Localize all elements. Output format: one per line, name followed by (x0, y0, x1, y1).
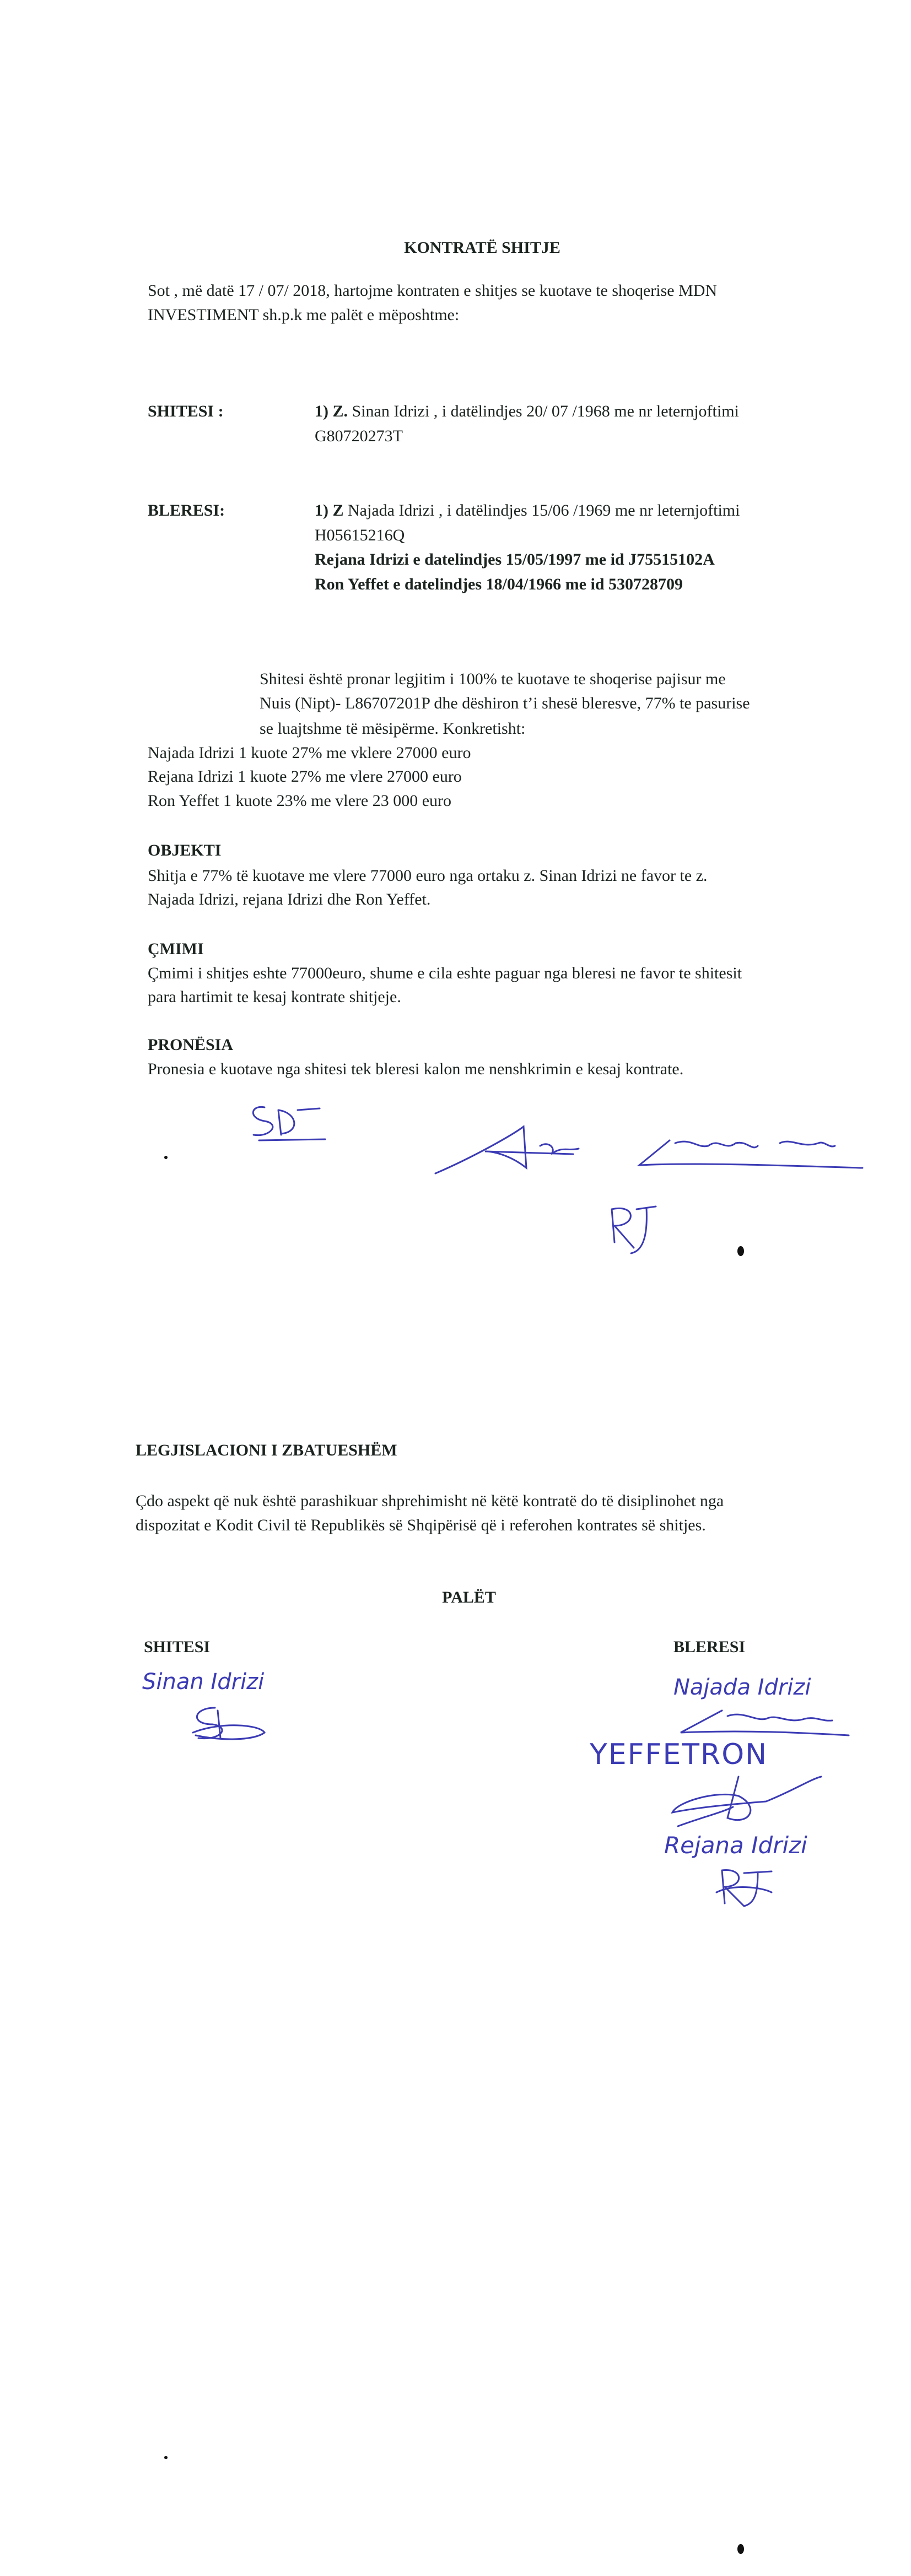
palet-heading: PALËT (442, 1588, 496, 1606)
palet-buyer-label: BLERESI (673, 1638, 746, 1656)
seller-id: G80720273T (315, 427, 403, 445)
page-title: KONTRATË SHITJE (404, 239, 560, 257)
signature-buyer-yeffet: YEFFETRON (590, 1738, 768, 1771)
buyer-3-details: Ron Yeffet e datelindjes 18/04/1966 me id 530728709 (315, 575, 683, 593)
ownership-line-2: Nuis (Nipt)- L86707201P dhe dëshiron t’i shesë bleresve, 77% te pasurise (260, 694, 750, 712)
share-item: Najada Idrizi 1 kuote 27% me vklere 27000 euro (148, 744, 471, 762)
legjislacioni-heading: LEGJISLACIONI I ZBATUESHËM (136, 1441, 397, 1459)
scan-mark (164, 1156, 168, 1159)
cmimi-line-1: Çmimi i shitjes eshte 77000euro, shume e cila eshte paguar nga bleresi ne favor te shitesit (148, 964, 742, 982)
signature-buyer-rejana: Rejana Idrizi (664, 1832, 807, 1859)
cmimi-line-2: para hartimit te kesaj kontrate shitjeje. (148, 988, 401, 1006)
intro-line-2: INVESTIMENT sh.p.k me palët e mëposhtme: (148, 306, 460, 324)
signature-buyer-ron-flourish (667, 1774, 827, 1829)
share-item: Ron Yeffet 1 kuote 23% me vlere 23 000 euro (148, 792, 452, 810)
buyers-label: BLERESI: (148, 501, 225, 519)
signature-initials-rj (603, 1198, 664, 1259)
signature-initials-sd (248, 1102, 336, 1146)
seller-prefix: 1) Z. (315, 402, 348, 420)
pronesia-line-1: Pronesia e kuotave nga shitesi tek bleresi kalon me nenshkrimin e kesaj kontrate. (148, 1060, 684, 1078)
buyer-2-details: Rejana Idrizi e datelindjes 15/05/1997 me id J75515102A (315, 550, 715, 569)
palet-seller-label: SHITESI (144, 1638, 211, 1656)
buyer-1-text: Najada Idrizi , i datëlindjes 15/06 /1969 me nr leternjoftimi (343, 501, 740, 519)
pronesia-heading: PRONËSIA (148, 1036, 234, 1054)
ownership-line-3: se luajtshme të mësipërme. Konkretisht: (260, 719, 526, 738)
objekti-line-1: Shitja e 77% të kuotave me vlere 77000 euro nga ortaku z. Sinan Idrizi ne favor te z. (148, 867, 708, 885)
scan-mark (737, 2544, 744, 2554)
signature-buyer-najada-flourish (678, 1705, 854, 1738)
intro-line-1: Sot , më datë 17 / 07/ 2018, hartojme kontraten e shitjes se kuotave te shoqerise MDN (148, 282, 718, 300)
signature-buyer-rejana-initials (711, 1865, 777, 1909)
share-item: Rejana Idrizi 1 kuote 27% me vlere 27000 euro (148, 767, 462, 786)
seller-text: Sinan Idrizi , i datëlindjes 20/ 07 /1968 me nr leternjoftimi (348, 402, 739, 420)
seller-details (315, 402, 739, 421)
signature-najada-initials (430, 1124, 584, 1179)
buyer-1-details (315, 501, 740, 521)
buyer-prefix: 1) Z (315, 501, 344, 519)
legjislacioni-line-1: Çdo aspekt që nuk është parashikuar shprehimisht në këtë kontratë do të disiplinohet nga (136, 1492, 724, 1510)
buyer-1-id: H05615216Q (315, 526, 405, 544)
seller-label: SHITESI : (148, 402, 224, 420)
signature-buyer-najada: Najada Idrizi (673, 1675, 811, 1700)
legjislacioni-line-2: dispozitat e Kodit Civil të Republikës së Shqipërisë që i referohen kontrates së shitjes. (136, 1516, 706, 1534)
objekti-line-2: Najada Idrizi, rejana Idrizi dhe Ron Yeffet. (148, 890, 431, 908)
ownership-line-1: Shitesi është pronar legjitim i 100% te kuotave te shoqerise pajisur me (260, 670, 726, 688)
signature-ron-initials (637, 1127, 868, 1176)
scan-mark (164, 2456, 168, 2459)
cmimi-heading: ÇMIMI (148, 940, 204, 958)
signature-seller-initials (187, 1702, 270, 1746)
signature-seller: Sinan Idrizi (142, 1669, 265, 1695)
objekti-heading: OBJEKTI (148, 841, 222, 859)
scan-mark (737, 1246, 744, 1256)
